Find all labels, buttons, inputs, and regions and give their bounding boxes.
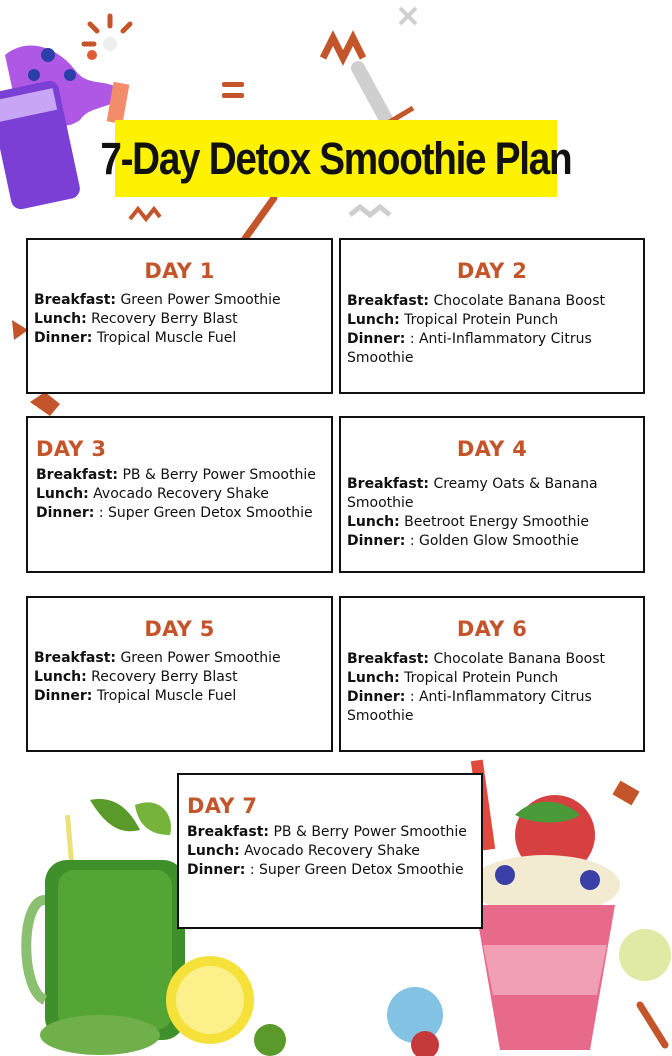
day-title: DAY 1 [144,259,215,283]
breakfast-label: Breakfast: [187,824,269,840]
dinner-row [347,532,637,551]
dinner-label: Dinner: [36,505,95,521]
dinner-value: : Golden Glow Smoothie [409,533,579,549]
lunch-row [347,669,637,688]
page-title: 7-Day Detox Smoothie Plan [100,132,572,184]
lunch-row [347,311,637,330]
lunch-value: Avocado Recovery Shake [93,486,269,502]
spark-decoration [80,12,140,72]
breakfast-label: Breakfast: [34,650,116,666]
breakfast-value: PB & Berry Power Smoothie [273,824,467,840]
breakfast-label: Breakfast: [34,292,116,308]
day-title: DAY 5 [144,617,215,641]
breakfast-row [347,650,637,669]
dinner-value: Tropical Muscle Fuel [96,330,237,346]
lunch-row [347,513,637,532]
breakfast-value: Green Power Smoothie [120,292,281,308]
equals-decoration [222,80,246,100]
dinner-label: Dinner: [34,688,93,704]
breakfast-value: Chocolate Banana Boost [433,293,606,309]
dinner-row [34,329,325,348]
dinner-label: Dinner: [347,689,406,705]
dinner-row [347,688,637,726]
lunch-label: Lunch: [347,670,400,686]
dinner-row [36,504,323,523]
stroke-decoration [238,196,278,242]
dinner-row [347,330,637,368]
lunch-label: Lunch: [34,311,87,327]
lunch-value: Tropical Protein Punch [404,312,559,328]
day-title: DAY 2 [456,259,528,283]
breakfast-row [187,823,473,842]
breakfast-value: Chocolate Banana Boost [433,651,606,667]
title-band [100,120,572,197]
dinner-value: : Super Green Detox Smoothie [249,862,464,878]
breakfast-value: PB & Berry Power Smoothie [122,467,316,483]
day-title: DAY 3 [36,437,107,461]
lunch-label: Lunch: [347,312,400,328]
lunch-row [34,668,325,687]
lunch-label: Lunch: [34,669,87,685]
day-card-2 [339,238,645,394]
dinner-label: Dinner: [34,330,93,346]
day-card-7 [177,773,483,929]
day-card-4 [339,416,645,573]
orange-zigzag-decoration [318,28,418,128]
lunch-value: Beetroot Energy Smoothie [404,514,589,530]
lunch-label: Lunch: [187,843,240,859]
day-title: DAY 6 [456,617,528,641]
lunch-value: Tropical Protein Punch [404,670,559,686]
lunch-value: Avocado Recovery Shake [244,843,420,859]
breakfast-label: Breakfast: [347,476,429,492]
day-title: DAY 4 [456,437,528,461]
lunch-label: Lunch: [36,486,89,502]
dinner-value: Tropical Muscle Fuel [96,688,237,704]
breakfast-row [347,475,637,513]
dinner-row [34,687,325,706]
breakfast-row [34,649,325,668]
lunch-value: Recovery Berry Blast [91,311,238,327]
breakfast-label: Breakfast: [36,467,118,483]
dinner-value: : Super Green Detox Smoothie [98,505,313,521]
breakfast-label: Breakfast: [347,651,429,667]
breakfast-row [36,466,323,485]
lunch-value: Recovery Berry Blast [91,669,238,685]
dinner-label: Dinner: [347,331,406,347]
lunch-row [36,485,323,504]
gray-cross-decoration [396,4,420,28]
day-card-3 [26,416,333,573]
lunch-label: Lunch: [347,514,400,530]
breakfast-row [34,291,325,310]
day-card-1 [26,238,333,394]
dinner-label: Dinner: [347,533,406,549]
lunch-row [187,842,473,861]
breakfast-value: Creamy Oats & Banana Smoothie [347,476,598,511]
gray-squiggle-decoration [348,203,392,219]
day-card-5 [26,596,333,752]
breakfast-value: Green Power Smoothie [120,650,281,666]
breakfast-label: Breakfast: [347,293,429,309]
day-card-6 [339,596,645,752]
day-title: DAY 7 [187,794,258,818]
breakfast-row [347,292,637,311]
lunch-row [34,310,325,329]
dinner-value: : Anti-Inflammatory Citrus Smoothie [347,331,592,366]
dinner-row [187,861,473,880]
dinner-label: Dinner: [187,862,246,878]
dinner-value: : Anti-Inflammatory Citrus Smoothie [347,689,592,724]
squiggle-decoration [128,205,162,223]
